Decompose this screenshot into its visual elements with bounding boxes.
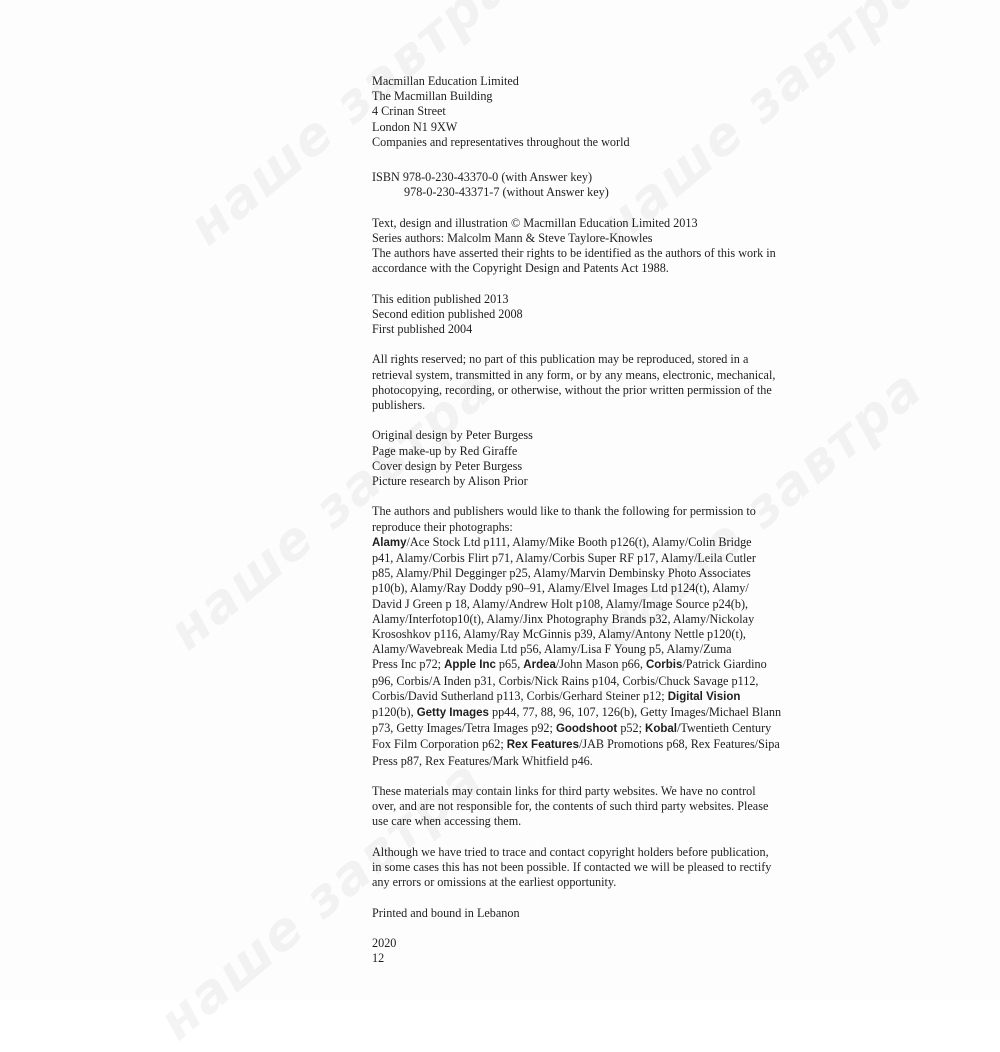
photo-credit-text: p120(b), — [372, 705, 417, 720]
credits-block — [372, 428, 812, 489]
photo-credit-text: p10(b), Alamy/Ray Doddy p90–91, Alamy/Elvel Images Ltd p124(t), Alamy/ — [372, 581, 749, 596]
photo-credit-line — [372, 535, 812, 551]
copyright-line: Series authors: Malcolm Mann & Steve Taylore-Knowles — [372, 230, 653, 245]
photo-credit-line — [372, 754, 812, 769]
photo-credit-agency: Ardea — [523, 659, 556, 672]
trace-line: Although we have tried to trace and contact copyright holders before publication, — [372, 844, 769, 859]
photo-credit-line — [372, 737, 812, 753]
credit-line: Original design by Peter Burgess — [372, 428, 533, 443]
printed-line: Printed and bound in Lebanon — [372, 905, 520, 920]
print-year: 2020 — [372, 936, 397, 951]
third-party-line: use care when accessing them. — [372, 814, 522, 829]
photo-credit-text: Alamy/Interfotop10(t), Alamy/Jinx Photography Brands p32, Alamy/Nickolay — [372, 611, 755, 626]
editions-block — [372, 292, 812, 338]
photo-credit-text: p85, Alamy/Phil Degginger p25, Alamy/Marvin Dembinsky Photo Associates — [372, 566, 751, 581]
copyright-line: accordance with the Copyright Design and Patents Act 1988. — [372, 261, 669, 276]
photo-credit-text: /Patrick Giardino — [682, 657, 767, 672]
third-party-line: These materials may contain links for third party websites. We have no control — [372, 784, 756, 799]
rights-block — [372, 352, 812, 413]
rights-line: publishers. — [372, 398, 426, 413]
photo-credit-line — [372, 597, 812, 612]
address-line: Companies and representatives throughout the world — [372, 134, 630, 149]
imprint-content — [372, 74, 812, 966]
isbn-block — [372, 170, 812, 200]
photo-credit-agency: Goodshoot — [555, 723, 618, 736]
credit-line: Picture research by Alison Prior — [372, 474, 528, 489]
address-line: Macmillan Education Limited — [372, 74, 519, 88]
photo-credit-line — [372, 627, 812, 642]
photo-credit-text: Press p87, Rex Features/Mark Whitfield p46. — [372, 753, 593, 768]
photo-credit-line — [372, 689, 812, 705]
photo-credit-agency: Rex Features — [506, 739, 579, 752]
address-line: 4 Crinan Street — [372, 104, 446, 119]
publisher-address — [372, 74, 812, 150]
photo-credit-text: /Twentieth Century — [676, 721, 772, 736]
photo-credit-text: p65, — [495, 657, 524, 672]
photo-credit-line — [372, 551, 812, 566]
trace-line: any errors or omissions at the earliest opportunity. — [372, 875, 617, 890]
photo-credit-line — [372, 657, 812, 673]
isbn-line: ISBN 978-0-230-43370-0 (with Answer key) — [372, 170, 593, 185]
photo-credit-line — [372, 581, 812, 596]
photo-credit-line — [372, 566, 812, 581]
photo-credit-line — [372, 705, 812, 721]
photo-credit-text: pp44, 77, 88, 96, 107, 126(b), Getty Images/Michael Blann — [488, 705, 782, 720]
photo-credit-line — [372, 612, 812, 627]
credit-line: Page make-up by Red Giraffe — [372, 443, 518, 458]
printed-block — [372, 906, 812, 921]
photo-credit-text: p73, Getty Images/Tetra Images p92; — [372, 721, 556, 736]
copyright-line: The authors have asserted their rights to be identified as the authors of this work in — [372, 246, 776, 261]
trace-block — [372, 845, 812, 891]
photo-credit-text: p96, Corbis/A Inden p31, Corbis/Nick Rains p104, Corbis/Chuck Savage p112, — [372, 673, 759, 688]
rights-line: photocopying, recording, or otherwise, without the prior written permission of the — [372, 382, 772, 397]
photo-credit-text: p41, Alamy/Corbis Flirt p71, Alamy/Corbis Super RF p17, Alamy/Leila Cutler — [372, 551, 756, 566]
isbn-line: 978-0-230-43371-7 (without Answer key) — [404, 185, 609, 200]
photo-credit-line — [372, 674, 812, 689]
photo-credit-agency: Apple Inc — [444, 659, 496, 672]
rights-line: All rights reserved; no part of this publication may be reproduced, stored in a — [372, 352, 749, 367]
thanks-line: The authors and publishers would like to thank the following for permission to — [372, 504, 756, 519]
trace-line: in some cases this has not been possible. If contacted we will be pleased to rectify — [372, 860, 772, 875]
photo-credit-agency: Getty Images — [416, 707, 489, 720]
photo-credit-agency: Alamy — [372, 536, 407, 549]
photo-credit-agency: Digital Vision — [667, 690, 741, 703]
third-party-line: over, and are not responsible for, the contents of such third party websites. Please — [372, 799, 769, 814]
photo-credit-text: /JAB Promotions p68, Rex Features/Sipa — [578, 737, 780, 752]
print-run-block — [372, 936, 812, 966]
third-party-block — [372, 784, 812, 830]
photo-credit-line — [372, 642, 812, 657]
photo-credit-text: Alamy/Wavebreak Media Ltd p56, Alamy/Lisa F Young p5, Alamy/Zuma — [372, 642, 732, 657]
photo-credit-text: Krososhkov p116, Alamy/Ray McGinnis p39, Alamy/Antony Nettle p120(t), — [372, 627, 746, 642]
photo-credit-agency: Kobal — [645, 723, 677, 736]
edition-line: First published 2004 — [372, 322, 473, 337]
address-line: The Macmillan Building — [372, 89, 493, 104]
photo-credit-line — [372, 721, 812, 737]
edition-line: This edition published 2013 — [372, 291, 509, 306]
photo-credit-text: Fox Film Corporation p62; — [372, 737, 507, 752]
copyright-line: Text, design and illustration © Macmillan Education Limited 2013 — [372, 215, 698, 230]
photo-credit-text: /Ace Stock Ltd p111, Alamy/Mike Booth p126(t), Alamy/Colin Bridge — [406, 534, 752, 549]
photo-credit-text: p52; — [617, 721, 646, 736]
address-line: London N1 9XW — [372, 119, 458, 134]
thanks-line: reproduce their photographs: — [372, 519, 513, 534]
photo-credit-agency: Corbis — [645, 659, 683, 672]
print-number: 12 — [372, 951, 385, 966]
copyright-block — [372, 216, 812, 277]
photo-credit-text: /John Mason p66, — [555, 657, 646, 672]
photo-credits-list — [372, 535, 812, 769]
photo-credit-text: Corbis/David Sutherland p113, Corbis/Gerhard Steiner p12; — [372, 688, 668, 703]
photo-credit-text: Press Inc p72; — [372, 657, 445, 672]
photo-credits-block — [372, 504, 812, 768]
rights-line: retrieval system, transmitted in any form, or by any means, electronic, mechanical, — [372, 367, 776, 382]
photo-credit-text: David J Green p 18, Alamy/Andrew Holt p108, Alamy/Image Source p24(b), — [372, 596, 749, 611]
edition-line: Second edition published 2008 — [372, 306, 523, 321]
credit-line: Cover design by Peter Burgess — [372, 458, 523, 473]
